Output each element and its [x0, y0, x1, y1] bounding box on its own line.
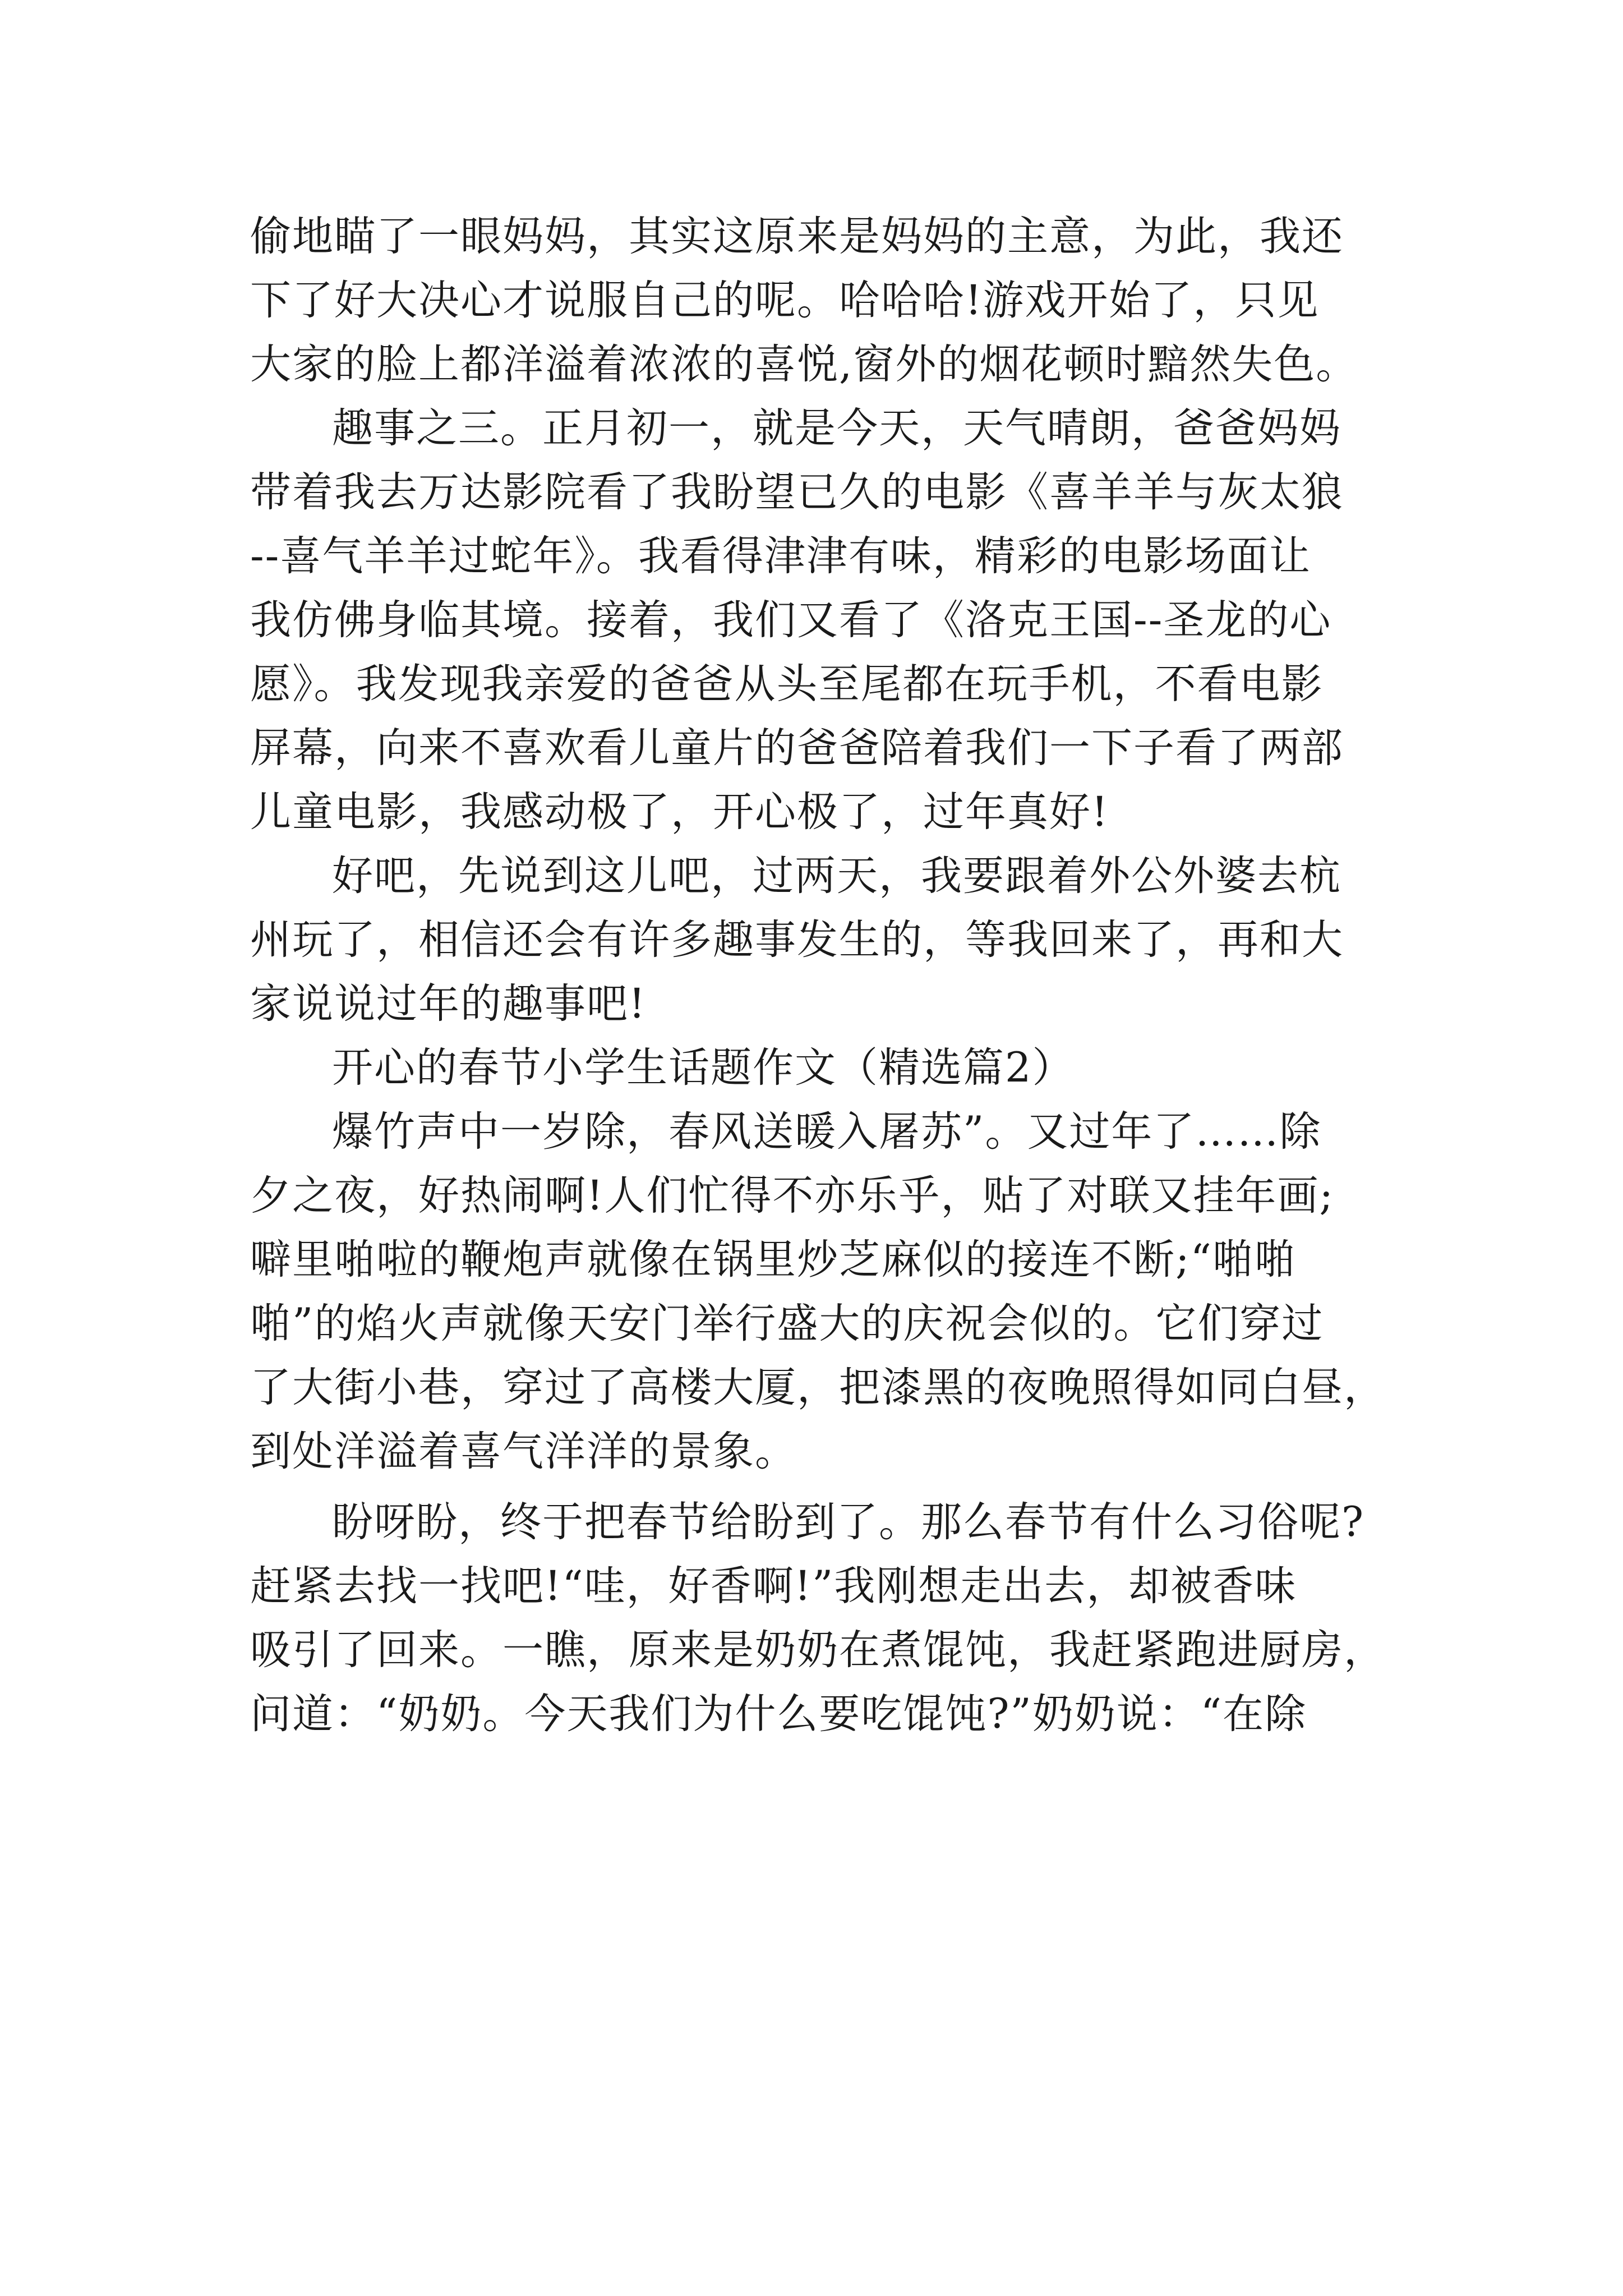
- text-line: 州玩了，相信还会有许多趣事发生的，等我回来了，再和大: [250, 916, 1344, 964]
- paragraph-start-line: 盼呀盼，终于把春节给盼到了。那么春节有什么习俗呢?: [332, 1498, 1365, 1546]
- text-line: 夕之夜，好热闹啊!人们忙得不亦乐乎，贴了对联又挂年画;: [250, 1172, 1334, 1220]
- text-line: 啪”的焰火声就像天安门举行盛大的庆祝会似的。它们穿过: [250, 1300, 1324, 1347]
- text-line: 赶紧去找一找吧!“哇，好香啊!”我刚想走出去，却被香味: [250, 1562, 1297, 1610]
- text-line: 下了好大决心才说服自己的呢。哈哈哈!游戏开始了，只见: [250, 277, 1320, 324]
- text-line: 带着我去万达影院看了我盼望已久的电影《喜羊羊与灰太狼: [250, 468, 1344, 516]
- text-line: 愿》。我发现我亲爱的爸爸从头至尾都在玩手机，不看电影: [250, 660, 1324, 708]
- paragraph-start-line: 趣事之三。正月初一，就是今天，天气晴朗，爸爸妈妈: [332, 404, 1341, 452]
- text-line: 了大街小巷，穿过了高楼大厦，把漆黑的夜晚照得如同白昼，: [250, 1364, 1386, 1411]
- text-line: 偷地瞄了一眼妈妈，其实这原来是妈妈的主意，为此，我还: [250, 213, 1344, 260]
- text-line: 家说说过年的趣事吧!: [250, 980, 647, 1028]
- text-line: 我仿佛身临其境。接着，我们又看了《洛克王国--圣龙的心: [250, 596, 1332, 644]
- text-line: 吸引了回来。一瞧，原来是奶奶在煮馄饨，我赶紧跑进厨房，: [250, 1626, 1386, 1674]
- text-line: 屏幕，向来不喜欢看儿童片的爸爸陪着我们一下子看了两部: [250, 724, 1344, 772]
- document-body: [250, 205, 1417, 1746]
- section-heading: 开心的春节小学生话题作文（精选篇2）: [332, 1044, 1075, 1092]
- text-line: 噼里啪啦的鞭炮声就像在锅里炒芝麻似的接连不断;“啪啪: [250, 1236, 1297, 1283]
- text-line: --喜气羊羊过蛇年》。我看得津津有味，精彩的电影场面让: [250, 532, 1311, 580]
- paragraph-start-line: 爆竹声中一岁除，春风送暖入屠苏”。又过年了……除: [332, 1108, 1322, 1156]
- text-line: 大家的脸上都洋溢着浓浓的喜悦,窗外的烟花顿时黯然失色。: [250, 341, 1358, 388]
- text-line: 到处洋溢着喜气洋洋的景象。: [250, 1428, 797, 1475]
- text-line: 儿童电影，我感动极了，开心极了，过年真好!: [250, 788, 1109, 836]
- text-line: 问道：“奶奶。今天我们为什么要吃馄饨?”奶奶说：“在除: [250, 1690, 1307, 1738]
- paragraph-start-line: 好吧，先说到这儿吧，过两天，我要跟着外公外婆去杭: [332, 852, 1341, 900]
